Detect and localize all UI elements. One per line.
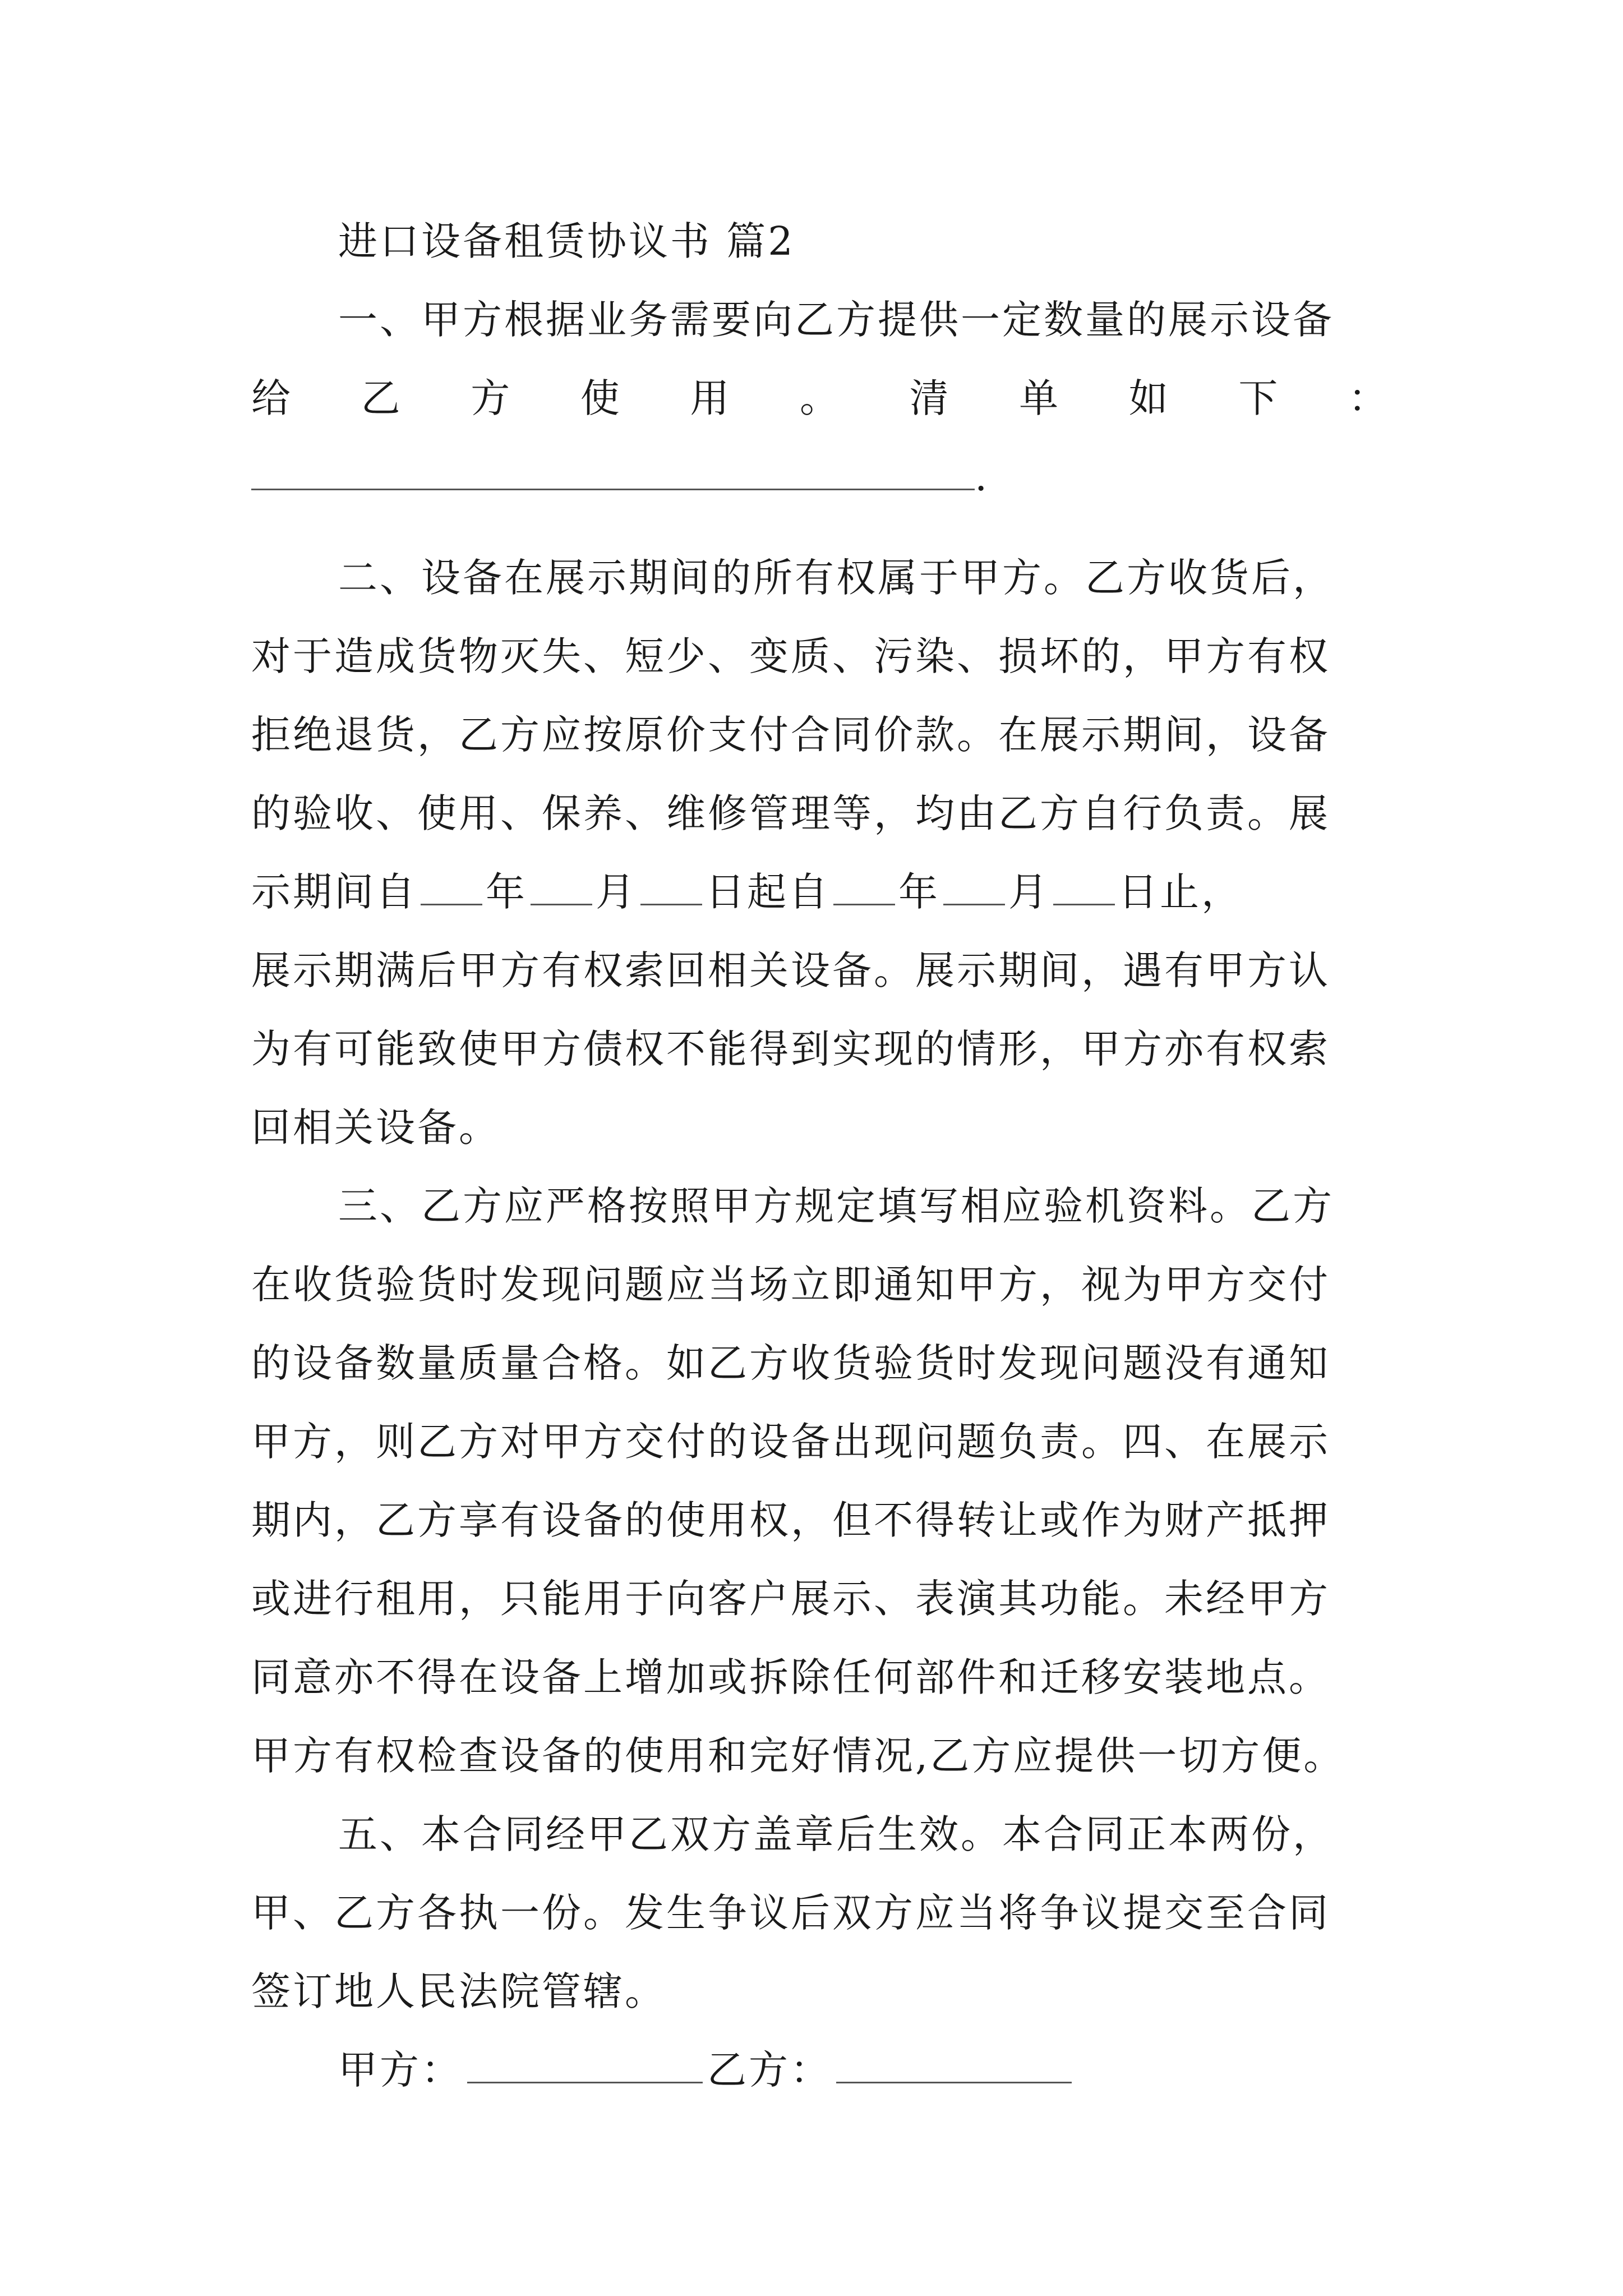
spread-char: 使 — [580, 375, 622, 421]
clause-3-line-4: 甲方，则乙方对甲方交付的设备出现问题负责。四、在展示 — [251, 1419, 1330, 1465]
clause-3-line-3: 的设备数量质量合格。如乙方收货验货时发现问题没有通知 — [251, 1340, 1330, 1386]
spread-char: 。 — [799, 375, 841, 421]
spread-char: 给 — [251, 375, 293, 421]
clause-3-line-6: 或进行租用，只能用于向客户展示、表演其功能。未经甲方 — [251, 1576, 1330, 1622]
date-unit: 月 — [596, 869, 637, 915]
start-day-blank — [640, 869, 702, 905]
spread-char: 单 — [1019, 375, 1061, 421]
clause-2-line-7: 为有可能致使甲方债权不能得到实现的情形，甲方亦有权索 — [251, 1026, 1330, 1072]
clause-2-line-3: 拒绝退货，乙方应按原价支付合同价款。在展示期间，设备 — [251, 712, 1330, 758]
start-year-blank — [421, 869, 482, 905]
spread-char: 乙 — [361, 375, 403, 421]
spread-char: 用 — [690, 375, 732, 421]
end-month-blank — [943, 869, 1005, 905]
clause-1-line-3 — [251, 438, 1390, 516]
spread-char: 方 — [471, 375, 513, 421]
list-blank-underline — [251, 449, 975, 490]
clause-3-line-2: 在收货验货时发现问题应当场立即通知甲方，视为甲方交付 — [251, 1262, 1330, 1308]
party-a-signature-blank — [467, 2047, 703, 2083]
clause-3-line-7: 同意亦不得在设备上增加或拆除任何部件和迁移安装地点。 — [251, 1654, 1330, 1700]
party-b-label: 乙方： — [707, 2047, 832, 2093]
document-body — [251, 202, 1390, 2109]
spread-char: 清 — [909, 375, 951, 421]
end-day-blank — [1053, 869, 1115, 905]
paragraph-gap — [251, 516, 1390, 539]
list-end-mark: . — [975, 454, 990, 500]
date-unit: 年 — [486, 869, 527, 915]
date-unit: 日止， — [1118, 869, 1243, 915]
clause-1-line-1: 一、甲方根据业务需要向乙方提供一定数量的展示设备 — [338, 297, 1334, 343]
date-unit: 月 — [1008, 869, 1050, 915]
clause-3-line-5: 期内，乙方享有设备的使用权，但不得转让或作为财产抵押 — [251, 1497, 1330, 1543]
clause-2-line-6: 展示期满后甲方有权索回相关设备。展示期间，遇有甲方认 — [251, 947, 1330, 993]
signature-line — [251, 2031, 1390, 2109]
clause-2-line-8: 回相关设备。 — [251, 1105, 500, 1151]
spread-char: ： — [1348, 375, 1390, 421]
date-unit: 年 — [898, 869, 940, 915]
clause-5-line-2: 甲、乙方各执一份。发生争议后双方应当将争议提交至合同 — [251, 1890, 1330, 1936]
clause-5-line-1: 五、本合同经甲乙双方盖章后生效。本合同正本两份， — [338, 1811, 1334, 1857]
clause-5-line-3: 签订地人民法院管辖。 — [251, 1968, 666, 2014]
clause-2-date-line — [251, 853, 1390, 931]
clause-3-line-8: 甲方有权检查设备的使用和完好情况,乙方应提供一切方便。 — [251, 1733, 1345, 1779]
end-year-blank — [833, 869, 895, 905]
date-prefix: 示期间自 — [251, 869, 417, 915]
clause-3-line-1: 三、乙方应严格按照甲方规定填写相应验机资料。乙方 — [338, 1183, 1334, 1229]
party-a-label: 甲方： — [338, 2047, 463, 2093]
document-title: 进口设备租赁协议书 篇2 — [338, 218, 795, 264]
spread-char: 下 — [1238, 375, 1280, 421]
clause-1-line-2 — [251, 359, 1390, 438]
clause-2-line-1: 二、设备在展示期间的所有权属于甲方。乙方收货后， — [338, 555, 1334, 601]
date-unit: 日起自 — [706, 869, 830, 915]
spread-char: 如 — [1128, 375, 1170, 421]
clause-2-line-2: 对于造成货物灭失、短少、变质、污染、损坏的，甲方有权 — [251, 633, 1330, 679]
start-month-blank — [531, 869, 592, 905]
clause-2-line-4: 的验收、使用、保养、维修管理等，均由乙方自行负责。展 — [251, 790, 1330, 836]
party-b-signature-blank — [836, 2047, 1072, 2083]
